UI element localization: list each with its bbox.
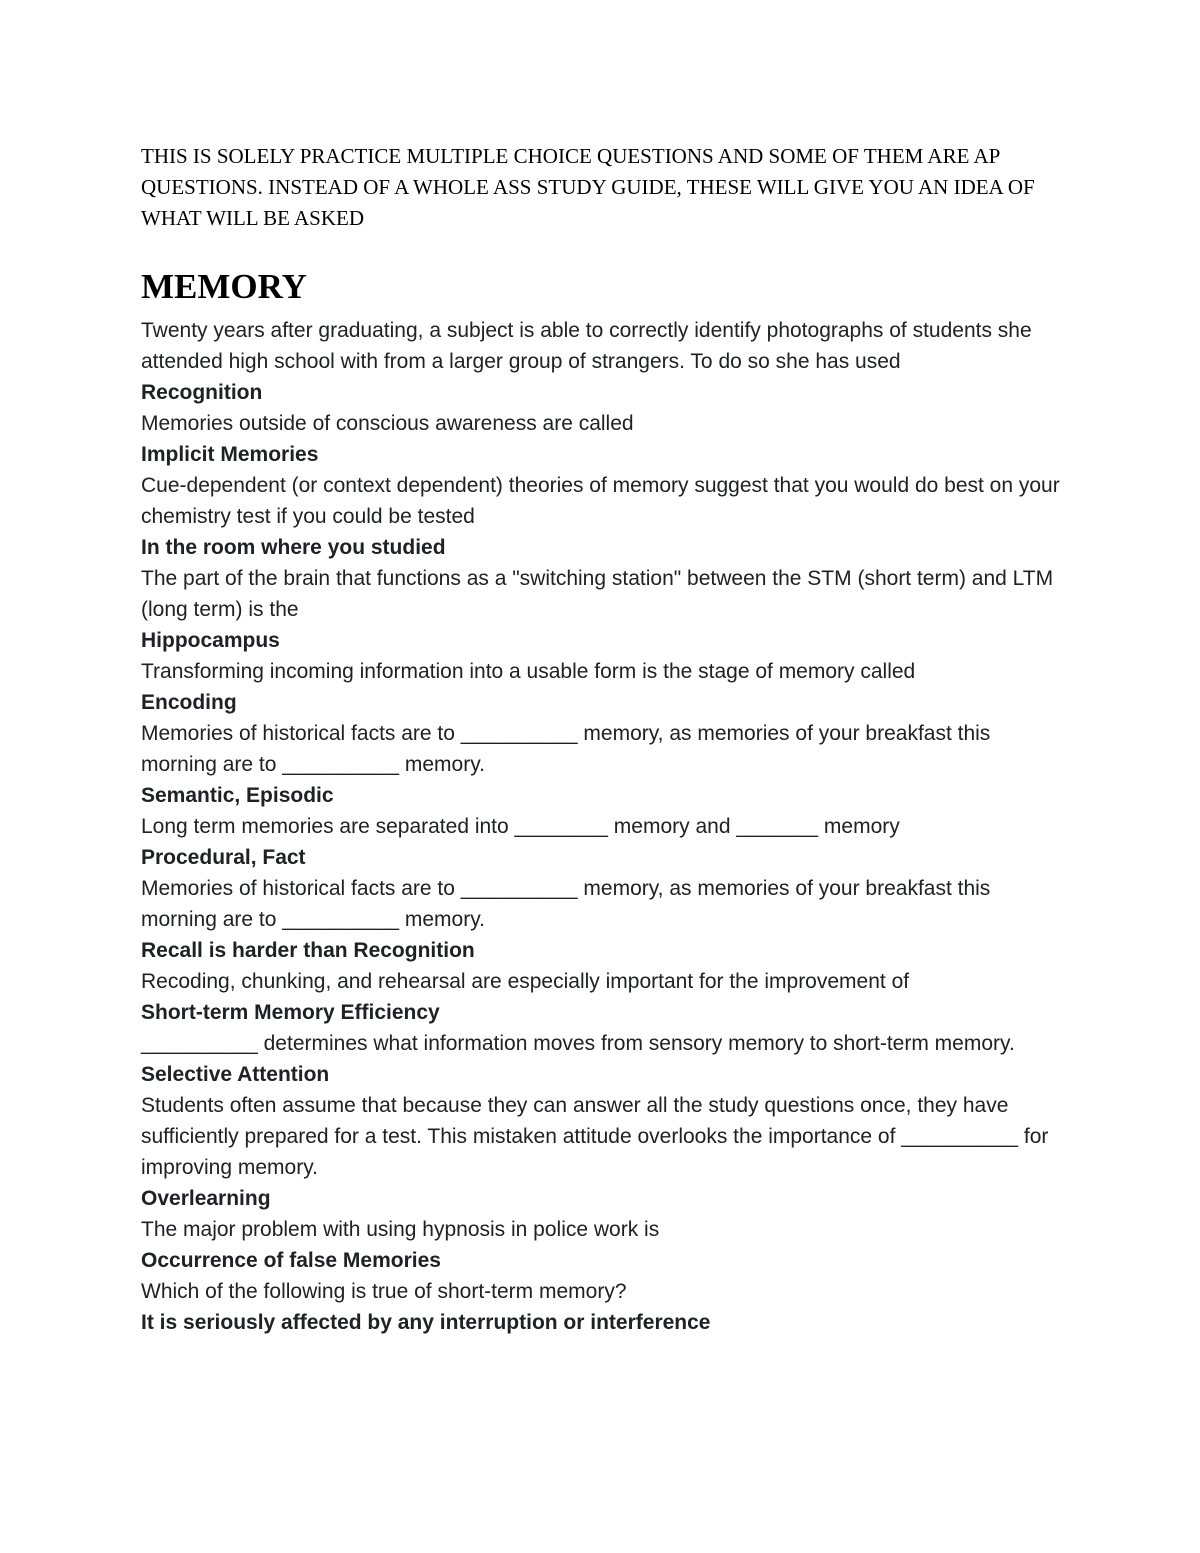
- answer-text: Short-term Memory Efficiency: [141, 1001, 440, 1024]
- question-text: Long term memories are separated into ________ memory and _______ memory: [141, 815, 900, 838]
- document-content: [141, 141, 1071, 1338]
- answer-text: Encoding: [141, 691, 237, 714]
- question-text: Memories outside of conscious awareness are called: [141, 412, 634, 435]
- question-text: Which of the following is true of short-term memory?: [141, 1280, 627, 1303]
- answer-text: Procedural, Fact: [141, 846, 306, 869]
- intro-paragraph: THIS IS SOLELY PRACTICE MULTIPLE CHOICE QUESTIONS AND SOME OF THEM ARE AP QUESTIONS. INSTEAD OF A WHOLE ASS STUDY GUIDE, THESE WILL GIVE YOU AN IDEA OF WHAT WILL BE ASKED: [141, 144, 1035, 230]
- question-text: Memories of historical facts are to __________ memory, as memories of your breakfast this morning are to __________ memory.: [141, 722, 991, 776]
- answer-text: Hippocampus: [141, 629, 280, 652]
- answer-text: Semantic, Episodic: [141, 784, 334, 807]
- question-text: The part of the brain that functions as a "switching station" between the STM (short term) and LTM (long term) is the: [141, 567, 1054, 621]
- answer-text: Overlearning: [141, 1187, 271, 1210]
- question-text: __________ determines what information moves from sensory memory to short-term memory.: [141, 1032, 1015, 1055]
- question-text: Students often assume that because they can answer all the study questions once, they have sufficiently prepared for a test. This mistaken attitude overlooks the importance of __________ for improving memory.: [141, 1094, 1049, 1179]
- answer-text: It is seriously affected by any interruption or interference: [141, 1311, 711, 1334]
- question-list: [141, 315, 1071, 1338]
- answer-text: Recognition: [141, 381, 263, 404]
- question-text: Twenty years after graduating, a subject is able to correctly identify photographs of students she attended high school with from a larger group of strangers. To do so she has used: [141, 319, 1032, 373]
- answer-text: Recall is harder than Recognition: [141, 939, 475, 962]
- answer-text: In the room where you studied: [141, 536, 446, 559]
- question-text: The major problem with using hypnosis in police work is: [141, 1218, 660, 1241]
- answer-text: Selective Attention: [141, 1063, 330, 1086]
- section-title: MEMORY: [141, 267, 307, 306]
- answer-text: Implicit Memories: [141, 443, 319, 466]
- question-text: Recoding, chunking, and rehearsal are especially important for the improvement of: [141, 970, 910, 993]
- answer-text: Occurrence of false Memories: [141, 1249, 441, 1272]
- question-text: Memories of historical facts are to __________ memory, as memories of your breakfast this morning are to __________ memory.: [141, 877, 991, 931]
- question-text: Transforming incoming information into a usable form is the stage of memory called: [141, 660, 916, 683]
- question-text: Cue-dependent (or context dependent) theories of memory suggest that you would do best on your chemistry test if you could be tested: [141, 474, 1060, 528]
